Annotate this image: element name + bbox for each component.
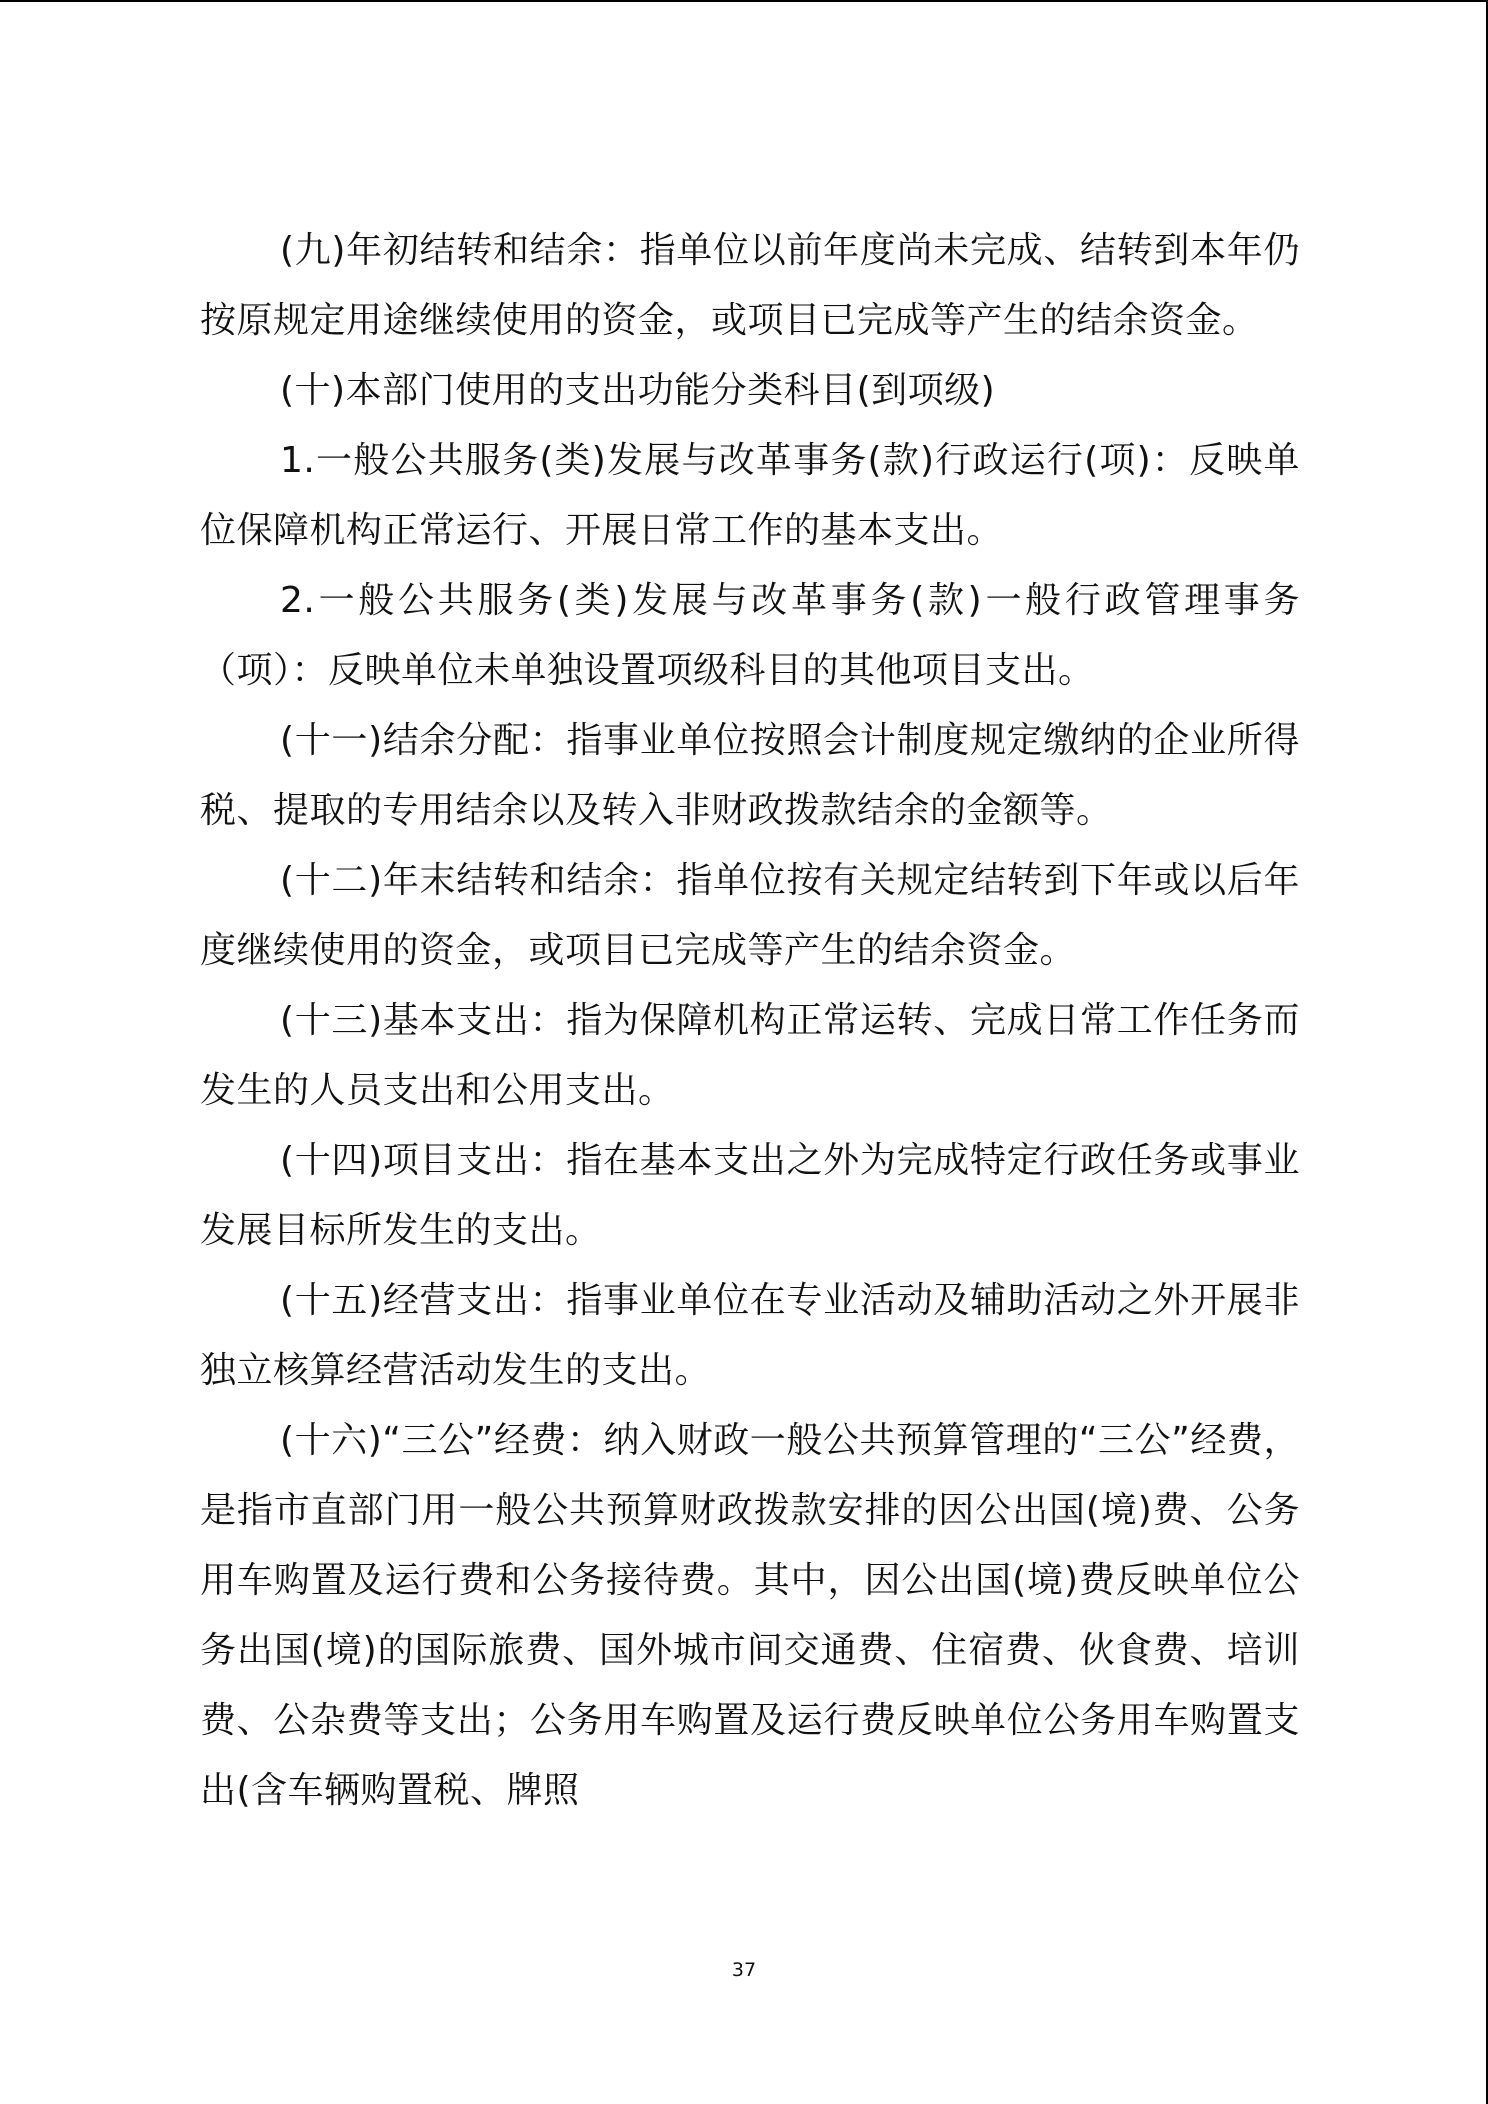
paragraph-carryover-start-year: (九)年初结转和结余：指单位以前年度尚未完成、结转到本年仍按原规定用途继续使用的资金，或项目已完成等产生的结余资金。 <box>200 230 1300 341</box>
paragraph-surplus-distribution: (十一)结余分配：指事业单位按照会计制度规定缴纳的企业所得税、提取的专用结余以及转入非财政拨款结余的金额等。 <box>200 720 1300 831</box>
paragraph-project-expenditure: (十四)项目支出：指在基本支出之外为完成特定行政任务或事业发展目标所发生的支出。 <box>200 1140 1300 1251</box>
paragraph-basic-expenditure: (十三)基本支出：指为保障机构正常运转、完成日常工作任务而发生的人员支出和公用支出。 <box>200 1000 1300 1111</box>
paragraph-item-general-administration: 2.一般公共服务(类)发展与改革事务(款)一般行政管理事务（项）：反映单位未单独设置项级科目的其他项目支出。 <box>200 580 1300 691</box>
paragraph-carryover-end-year: (十二)年末结转和结余：指单位按有关规定结转到下年或以后年度继续使用的资金，或项目已完成等产生的结余资金。 <box>200 860 1300 971</box>
paragraph-function-classification: (十)本部门使用的支出功能分类科目(到项级) <box>280 370 996 411</box>
paragraph-three-public-expenses: (十六)“三公”经费：纳入财政一般公共预算管理的“三公”经费，是指市直部门用一般公共预算财政拨款安排的因公出国(境)费、公务用车购置及运行费和公务接待费。其中，因公出国(境)费反映单位公务出国(境)的国际旅费、国外城市间交通费、住宿费、伙食费、培训费、公杂费等支出；公务用车购置及运行费反映单位公务用车购置支出(含车辆购置税、牌照 <box>200 1420 1300 1811</box>
document-body <box>200 216 1300 1826</box>
paragraph-item-administrative-operation: 1.一般公共服务(类)发展与改革事务(款)行政运行(项)：反映单位保障机构正常运行、开展日常工作的基本支出。 <box>200 440 1300 551</box>
page-number: 37 <box>731 1959 757 1981</box>
paragraph-operating-expenditure: (十五)经营支出：指事业单位在专业活动及辅助活动之外开展非独立核算经营活动发生的支出。 <box>200 1280 1300 1391</box>
